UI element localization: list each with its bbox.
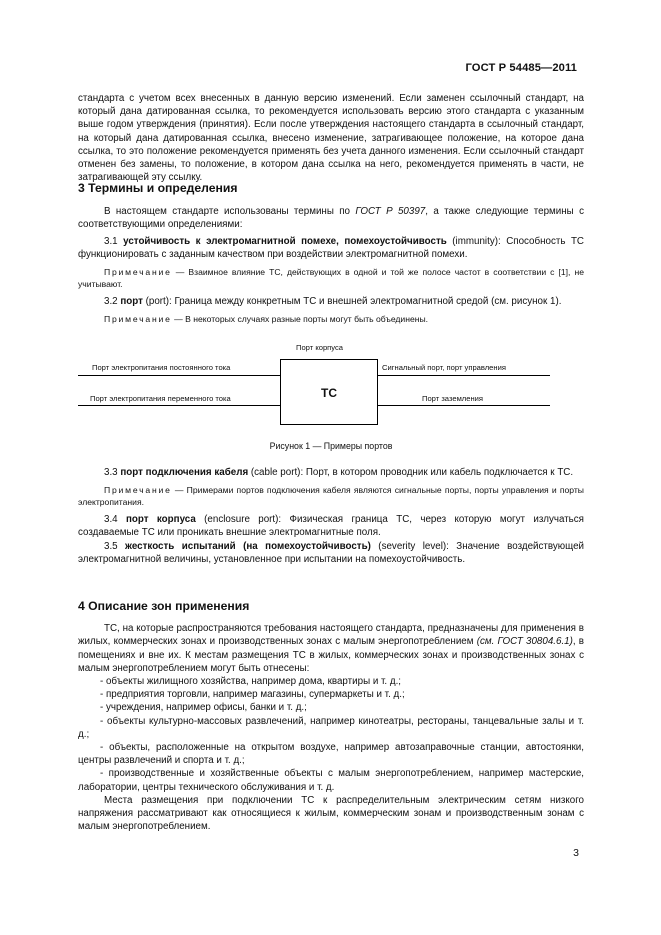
list-item: - производственные и хозяйственные объекты с малым энергопотреблением, например мастерские, лаборатории, центры технического обслуживания и т. д. xyxy=(78,768,584,793)
section-4-title: 4 Описание зон применения xyxy=(78,599,250,613)
section-3-title: 3 Термины и определения xyxy=(78,181,238,195)
term-3-1: 3.1 устойчивость к электромагнитной помехе, помехоустойчивость (immunity): Способность ТС функционировать с заданным качеством при воздействии электромагнитной помехи. xyxy=(78,235,584,260)
section-3-intro: В настоящем стандарте использованы термины по ГОСТ Р 50397, а также следующие термины с соответствующими определениями: xyxy=(78,206,584,231)
ground-port-line xyxy=(378,405,550,406)
section-4-paragraph-2: Места размещения при подключении ТС к распределительным электрическим сетям низкого напряжения рассматривают как относящиеся к жилым, коммерческим зонам и производственным зонам с малым энергопотреблением. xyxy=(78,794,584,833)
section-4-paragraph-1: ТС, на которые распространяются требования настоящего стандарта, предназначены для применения в жилых, коммерческих зонах и производственных зонах с малым энергопотреблением (см. ГОСТ 30804.6.1), в помещениях и вне их. К местам размещения ТС в жилых, коммерческих зонах и производственных зонах с малым энергопотреблением могут быть отнесены: xyxy=(78,623,584,674)
enclosure-port-label: Порт корпуса xyxy=(296,343,344,352)
term-3-2: 3.2 порт (port): Граница между конкретным ТС и внешней электромагнитной средой (см. рисунок 1). xyxy=(104,296,562,308)
section-3 xyxy=(78,182,584,325)
list-item: - объекты, расположенные на открытом воздухе, например автозаправочные станции, автостоянки, центры развлечений и спорта и т. д.; xyxy=(78,742,584,767)
signal-port-label: Сигнальный порт, порт управления xyxy=(382,363,506,372)
list-item: - объекты культурно-массовых развлечений, например кинотеатры, рестораны, танцевальные залы и т. д.; xyxy=(78,715,584,740)
ac-power-port-line xyxy=(78,405,280,406)
intro-block xyxy=(78,92,584,184)
figure-caption: Рисунок 1 — Примеры портов xyxy=(269,441,393,451)
note-3-3: Примечание — Примерами портов подключения кабеля являются сигнальные порты, порты управления и порты электропитания. xyxy=(78,485,584,508)
equipment-box-label: ТС xyxy=(321,386,337,400)
dc-power-port-label: Порт электропитания постоянного тока xyxy=(92,363,231,372)
ac-power-port-label: Порт электропитания переменного тока xyxy=(90,394,231,403)
section-3-continued xyxy=(78,466,584,566)
list-item: - учреждения, например офисы, банки и т. д.; xyxy=(100,702,307,714)
note-3-1: Примечание — Взаимное влияние ТС, действующих в одной и той же полосе частот в соответствии с [1], не учитывают. xyxy=(78,267,584,290)
note-3-2: Примечание — В некоторых случаях разные порты могут быть объединены. xyxy=(104,314,429,325)
section-4 xyxy=(78,600,584,833)
dc-power-port-line xyxy=(78,375,280,376)
term-3-5: 3.5 жесткость испытаний (на помехоустойчивость) (severity level): Значение воздействующей электромагнитной величины, установленное при испытании на помехоустойчивость. xyxy=(78,540,584,565)
term-3-4: 3.4 порт корпуса (enclosure port): Физическая граница ТС, через которую могут излучаться создаваемые ТС или проникать внешние электромагнитные поля. xyxy=(78,514,584,539)
intro-paragraph: стандарта с учетом всех внесенных в данную версию изменений. Если заменен ссылочный стандарт, на который дана датированная ссылка, то рекомендуется использовать версию этого стандарта с указанным выше годом утверждения (принятия). Если после утверждения настоящего стандарта в ссылочный стандарт, на который дана датированная ссылка, внесено изменение, затрагивающее положение, на которое дана ссылка, то это положение рекомендуется применять без учета данного изменения. Если ссылочный стандарт отменен без замены, то положение, в котором дана ссылка на него, рекомендуется применять в части, не затрагивающей эту ссылку. xyxy=(78,93,584,184)
list-item: - предприятия торговли, например магазины, супермаркеты и т. д.; xyxy=(100,689,405,701)
page-number: 3 xyxy=(573,847,579,859)
signal-port-line xyxy=(378,375,550,376)
term-3-3: 3.3 порт подключения кабеля (cable port): Порт, в котором проводник или кабель подключается к ТС. xyxy=(104,467,574,478)
document-number-header: ГОСТ Р 54485—2011 xyxy=(465,62,577,74)
gost-reference-2: (см. ГОСТ 30804.6.1) xyxy=(476,636,573,648)
equipment-box xyxy=(280,359,378,425)
ground-port-label: Порт заземления xyxy=(422,394,483,403)
gost-reference: ГОСТ Р 50397 xyxy=(355,206,426,218)
list-item: - объекты жилищного хозяйства, например дома, квартиры и т. д.; xyxy=(100,676,402,688)
